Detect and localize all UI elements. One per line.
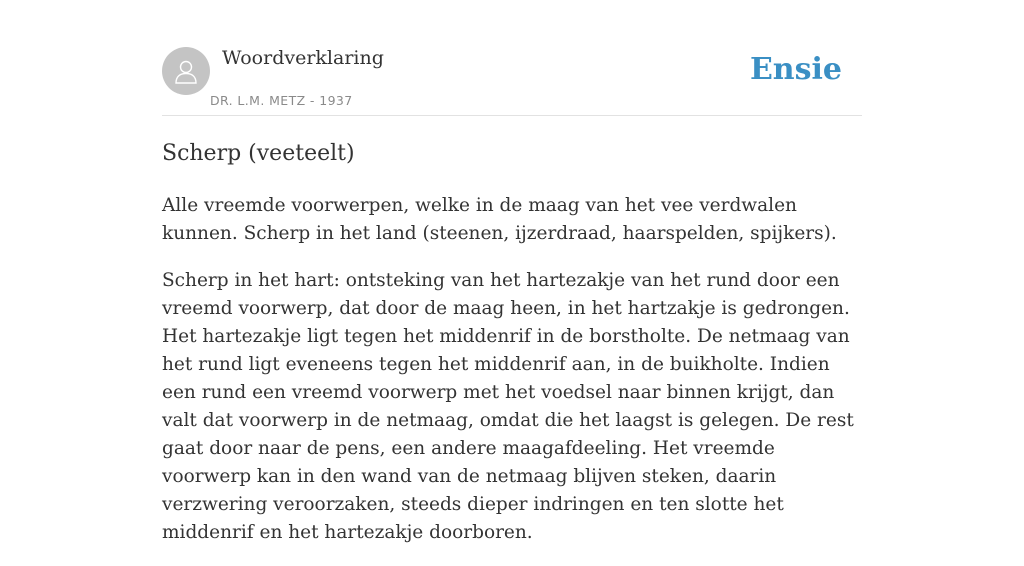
entry-header — [162, 0, 862, 116]
page — [162, 0, 862, 543]
source-title[interactable]: Woordverklaring — [222, 47, 384, 69]
paragraph: Scherp in het hart: ontsteking van het hartezakje van het rund door een vreemd voorwerp, dat door de maag heen, in het hartzakje is gedrongen. Het hartezakje ligt tegen het middenrif in de borstholte. De netmaag van het rund ligt eveneens tegen het middenrif aan, in de buikholte. Indien een rund een vreemd voorwerp met het voedsel naar binnen krijgt, dan valt dat voorwerp in de netmaag, omdat die het laagst is gelegen. De rest gaat door naar de pens, een andere maagafdeeling. Het vreemde voorwerp kan in den wand van de netmaag blijven steken, daarin verzwering veroorzaken, steeds dieper indringen en ten slotte het middenrif en het hartezakje doorboren. — [162, 270, 854, 543]
avatar[interactable] — [162, 47, 210, 95]
entry-body — [162, 192, 862, 566]
entry-title: Scherp (veeteelt) — [162, 141, 355, 166]
paragraph: Alle vreemde voorwerpen, welke in de maag van het vee verdwalen kunnen. Scherp in het land (steenen, ijzerdraad, haarspelden, spijkers). — [162, 195, 837, 244]
author-byline: DR. L.M. METZ - 1937 — [210, 93, 353, 108]
brand-logo[interactable]: Ensie — [749, 52, 842, 87]
user-icon — [172, 57, 200, 85]
